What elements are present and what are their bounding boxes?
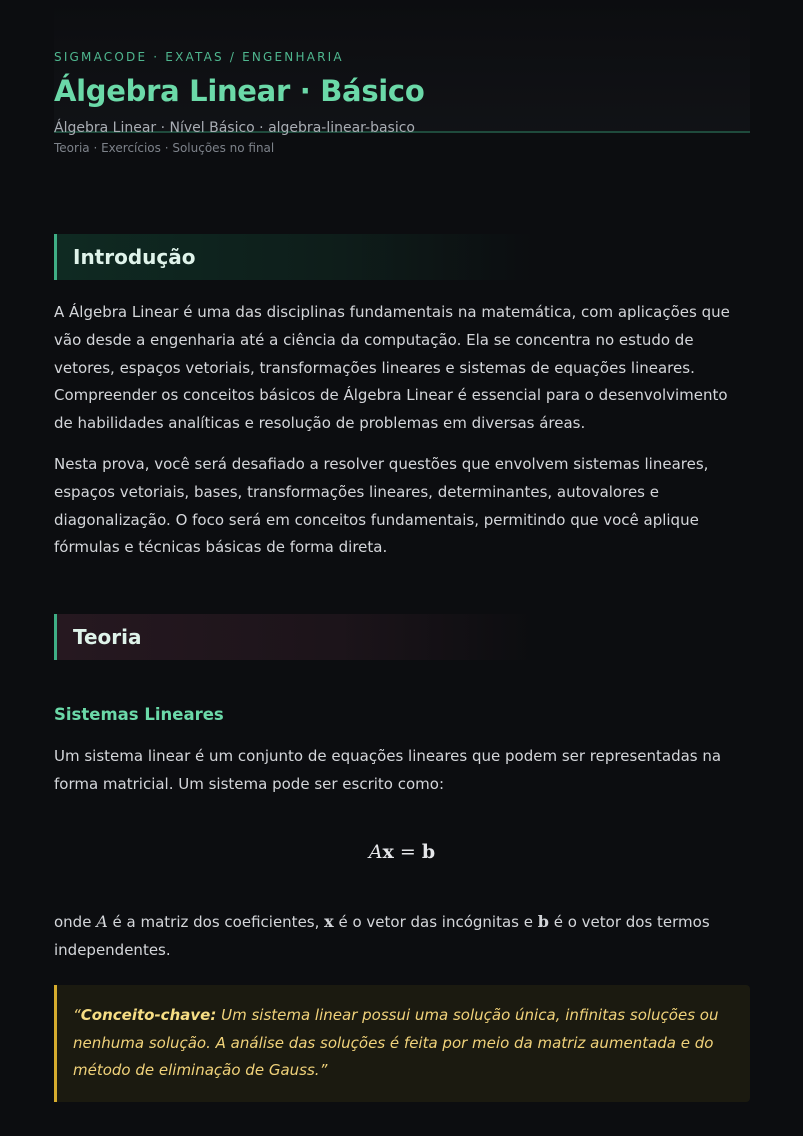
inline-math-x: x bbox=[324, 912, 334, 931]
text-segment: é a matriz dos coeficientes, bbox=[107, 913, 325, 931]
subsection-heading-sistemas-lineares: Sistemas Lineares bbox=[54, 705, 224, 724]
math-var-b: b bbox=[421, 841, 436, 863]
page-title: Álgebra Linear · Básico bbox=[54, 74, 425, 108]
equation-ax-b bbox=[54, 840, 750, 864]
callout-text: Um sistema linear possui uma solução única, infinitas soluções ou nenhuma solução. A análise das soluções é feita por meio da matriz aumentada e do método de eliminação de Gauss. bbox=[73, 1006, 719, 1079]
section-heading-teoria: Teoria bbox=[54, 614, 534, 660]
kicker: SIGMACODE · EXATAS / ENGENHARIA bbox=[54, 50, 344, 64]
callout-label: Conceito-chave: bbox=[80, 1006, 217, 1024]
intro-paragraph-1: A Álgebra Linear é uma das disciplinas fundamentais na matemática, com aplicações que vão desde a engenharia até a ciência da computação. Ela se concentra no estudo de vetores, espaços vetoriais, transformações lineares e sistemas de equações lineares. Compreender os conceitos básicos de Álgebra Linear é essencial para o desenvolvimento de habilidades analíticas e resolução de problemas em diversas áreas. bbox=[54, 303, 730, 433]
section-heading-introducao: Introdução bbox=[54, 234, 534, 280]
page-subtitle: Álgebra Linear · Nível Básico · algebra-linear-basico bbox=[54, 120, 415, 136]
callout-open-quote: “ bbox=[73, 1006, 81, 1024]
intro-paragraph-2: Nesta prova, você será desafiado a resolver questões que envolvem sistemas lineares, espaços vetoriais, bases, transformações lineares, determinantes, autovalores e diagonalização. O foco será em conceitos fundamentais, permitindo que você aplique fórmulas e técnicas básicas de forma direta. bbox=[54, 455, 709, 557]
text-segment: onde bbox=[54, 913, 97, 931]
inline-math-a: A bbox=[96, 912, 108, 931]
document bbox=[54, 0, 750, 1079]
math-equals: = bbox=[399, 841, 416, 863]
text-segment: é o vetor das incógnitas e bbox=[333, 913, 538, 931]
key-concept-callout bbox=[54, 985, 750, 1102]
sistemas-paragraph: Um sistema linear é um conjunto de equações lineares que podem ser representadas na forma matricial. Um sistema pode ser escrito como: bbox=[54, 747, 722, 793]
sistemas-explanation bbox=[54, 908, 750, 965]
inline-math-b: b bbox=[537, 912, 549, 931]
callout-close-quote: ” bbox=[319, 1061, 328, 1079]
math-var-a: A bbox=[368, 841, 383, 863]
page-header bbox=[54, 0, 750, 155]
text-segment: é o vetor dos termos independentes. bbox=[54, 913, 710, 959]
page-meta: Teoria · Exercícios · Soluções no final bbox=[54, 141, 275, 155]
math-var-x: x bbox=[382, 841, 394, 863]
